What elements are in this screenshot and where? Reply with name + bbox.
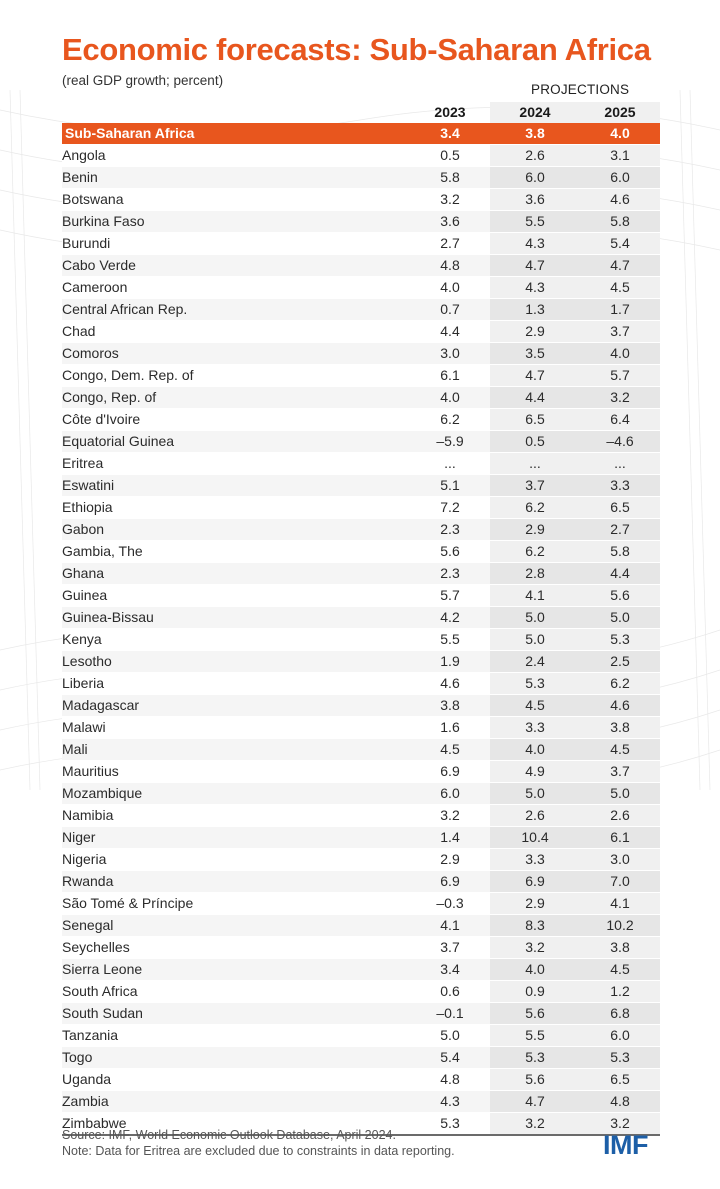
value-2024: 4.5 xyxy=(490,695,580,717)
value-2025: 6.2 xyxy=(580,673,660,695)
table-row xyxy=(62,827,660,849)
value-2024: 2.6 xyxy=(490,805,580,827)
country-name: Mauritius xyxy=(62,761,410,783)
country-name: Eswatini xyxy=(62,475,410,497)
table-row xyxy=(62,871,660,893)
value-2023: 3.7 xyxy=(410,937,490,959)
value-2024: 5.6 xyxy=(490,1003,580,1025)
value-2023: –5.9 xyxy=(410,431,490,453)
value-2025: 6.5 xyxy=(580,1069,660,1091)
value-2025: 4.5 xyxy=(580,277,660,299)
table-row xyxy=(62,233,660,255)
table-row xyxy=(62,673,660,695)
imf-logo: IMF xyxy=(603,1130,648,1160)
table-row xyxy=(62,1047,660,1069)
table-row xyxy=(62,255,660,277)
table-row xyxy=(62,717,660,739)
value-2024: 2.9 xyxy=(490,519,580,541)
value-2024: 6.2 xyxy=(490,497,580,519)
value-2023: 5.0 xyxy=(410,1025,490,1047)
data-note: Note: Data for Eritrea are excluded due to constraints in data reporting. xyxy=(62,1144,455,1158)
value-2024: 5.5 xyxy=(490,1025,580,1047)
value-2024: 4.9 xyxy=(490,761,580,783)
country-name: Cameroon xyxy=(62,277,410,299)
header-row xyxy=(62,102,660,123)
country-name: Ethiopia xyxy=(62,497,410,519)
country-name: Burundi xyxy=(62,233,410,255)
value-2025: 2.5 xyxy=(580,651,660,673)
value-2023: 2.3 xyxy=(410,563,490,585)
value-2023: 5.1 xyxy=(410,475,490,497)
table-row xyxy=(62,849,660,871)
value-2023: 4.0 xyxy=(410,387,490,409)
value-2024: 5.3 xyxy=(490,673,580,695)
country-name: Burkina Faso xyxy=(62,211,410,233)
country-name: Madagascar xyxy=(62,695,410,717)
value-2024: 10.4 xyxy=(490,827,580,849)
value-2024: 5.3 xyxy=(490,1047,580,1069)
value-2023: 4.8 xyxy=(410,1069,490,1091)
country-name: Equatorial Guinea xyxy=(62,431,410,453)
value-2025: 4.6 xyxy=(580,189,660,211)
value-2025: 3.0 xyxy=(580,849,660,871)
value-2024: 3.2 xyxy=(490,937,580,959)
table-row xyxy=(62,629,660,651)
value-2025: 3.8 xyxy=(580,937,660,959)
country-name: Sierra Leone xyxy=(62,959,410,981)
country-name: São Tomé & Príncipe xyxy=(62,893,410,915)
table-row xyxy=(62,167,660,189)
value-2025: 5.3 xyxy=(580,629,660,651)
value-2025: 6.1 xyxy=(580,827,660,849)
value-2025: 3.3 xyxy=(580,475,660,497)
country-name: Ghana xyxy=(62,563,410,585)
table-row xyxy=(62,805,660,827)
value-2023: 1.9 xyxy=(410,651,490,673)
value-2023: 7.2 xyxy=(410,497,490,519)
table-row xyxy=(62,189,660,211)
value-2023: 3.0 xyxy=(410,343,490,365)
value-2024: 4.4 xyxy=(490,387,580,409)
country-name: South Sudan xyxy=(62,1003,410,1025)
country-name: Eritrea xyxy=(62,453,410,475)
country-name: Chad xyxy=(62,321,410,343)
table-row xyxy=(62,365,660,387)
value-2025: 4.5 xyxy=(580,739,660,761)
country-name: Rwanda xyxy=(62,871,410,893)
value-2024: 6.2 xyxy=(490,541,580,563)
country-name: Liberia xyxy=(62,673,410,695)
value-2024: 3.7 xyxy=(490,475,580,497)
country-name: Angola xyxy=(62,145,410,167)
value-2024: 5.0 xyxy=(490,607,580,629)
value-2023: 2.7 xyxy=(410,233,490,255)
value-2024: 2.9 xyxy=(490,893,580,915)
value-2025: 2.7 xyxy=(580,519,660,541)
value-2024: 8.3 xyxy=(490,915,580,937)
table-row xyxy=(62,1091,660,1113)
value-2024: ... xyxy=(490,453,580,475)
country-name: Gabon xyxy=(62,519,410,541)
table-row xyxy=(62,607,660,629)
country-name: Tanzania xyxy=(62,1025,410,1047)
value-2023: 4.4 xyxy=(410,321,490,343)
value-2023: 6.9 xyxy=(410,761,490,783)
table-row xyxy=(62,1003,660,1025)
value-2024: 6.0 xyxy=(490,167,580,189)
value-2024: 4.0 xyxy=(490,739,580,761)
aggregate-row xyxy=(62,123,660,145)
table-row xyxy=(62,761,660,783)
table-row xyxy=(62,1069,660,1091)
value-2024: 2.6 xyxy=(490,145,580,167)
value-2025: 7.0 xyxy=(580,871,660,893)
table-row xyxy=(62,431,660,453)
value-2023: 4.6 xyxy=(410,673,490,695)
value-2025: 3.7 xyxy=(580,321,660,343)
value-2024: 5.5 xyxy=(490,211,580,233)
country-name: Congo, Rep. of xyxy=(62,387,410,409)
value-2024: 1.3 xyxy=(490,299,580,321)
value-2025: 6.4 xyxy=(580,409,660,431)
value-2024: 0.5 xyxy=(490,431,580,453)
table-row xyxy=(62,409,660,431)
value-2023: 5.5 xyxy=(410,629,490,651)
value-2023: 3.2 xyxy=(410,805,490,827)
value-2023: 1.6 xyxy=(410,717,490,739)
country-name: Lesotho xyxy=(62,651,410,673)
aggregate-value-2023: 3.4 xyxy=(410,123,490,145)
value-2023: 3.2 xyxy=(410,189,490,211)
aggregate-value-2025: 4.0 xyxy=(580,123,660,145)
value-2023: 3.8 xyxy=(410,695,490,717)
value-2025: 4.5 xyxy=(580,959,660,981)
column-header-2024: 2024 xyxy=(490,102,580,123)
country-name: South Africa xyxy=(62,981,410,1003)
value-2024: 4.1 xyxy=(490,585,580,607)
value-2023: –0.3 xyxy=(410,893,490,915)
value-2023: 5.6 xyxy=(410,541,490,563)
value-2025: 5.6 xyxy=(580,585,660,607)
table-row xyxy=(62,145,660,167)
chart-subtitle: (real GDP growth; percent) xyxy=(62,73,224,88)
country-name: Mozambique xyxy=(62,783,410,805)
value-2025: 3.7 xyxy=(580,761,660,783)
value-2024: 4.3 xyxy=(490,277,580,299)
country-name: Comoros xyxy=(62,343,410,365)
country-name: Benin xyxy=(62,167,410,189)
country-name: Gambia, The xyxy=(62,541,410,563)
country-name: Nigeria xyxy=(62,849,410,871)
value-2023: 6.9 xyxy=(410,871,490,893)
value-2023: 4.5 xyxy=(410,739,490,761)
country-name: Malawi xyxy=(62,717,410,739)
value-2024: 3.2 xyxy=(490,1113,580,1136)
value-2023: 2.9 xyxy=(410,849,490,871)
table-row xyxy=(62,387,660,409)
value-2025: –4.6 xyxy=(580,431,660,453)
value-2023: 5.7 xyxy=(410,585,490,607)
table-row xyxy=(62,893,660,915)
table-row xyxy=(62,541,660,563)
value-2025: 5.8 xyxy=(580,541,660,563)
value-2023: 0.7 xyxy=(410,299,490,321)
country-name: Namibia xyxy=(62,805,410,827)
source-note: Source: IMF, World Economic Outlook Database, April 2024. xyxy=(62,1128,396,1142)
value-2024: 3.3 xyxy=(490,849,580,871)
value-2023: 4.3 xyxy=(410,1091,490,1113)
table-row xyxy=(62,321,660,343)
value-2025: 6.0 xyxy=(580,167,660,189)
value-2023: –0.1 xyxy=(410,1003,490,1025)
value-2025: 10.2 xyxy=(580,915,660,937)
value-2025: 3.8 xyxy=(580,717,660,739)
value-2023: 1.4 xyxy=(410,827,490,849)
country-name: Togo xyxy=(62,1047,410,1069)
forecast-table xyxy=(62,102,660,1136)
country-name: Cabo Verde xyxy=(62,255,410,277)
value-2023: 0.5 xyxy=(410,145,490,167)
country-name: Mali xyxy=(62,739,410,761)
table-row xyxy=(62,783,660,805)
country-name: Côte d'Ivoire xyxy=(62,409,410,431)
value-2024: 4.7 xyxy=(490,255,580,277)
value-2025: 6.8 xyxy=(580,1003,660,1025)
value-2025: 5.8 xyxy=(580,211,660,233)
country-name: Zambia xyxy=(62,1091,410,1113)
value-2024: 4.0 xyxy=(490,959,580,981)
value-2024: 6.5 xyxy=(490,409,580,431)
country-name: Kenya xyxy=(62,629,410,651)
value-2025: 4.1 xyxy=(580,893,660,915)
country-name: Uganda xyxy=(62,1069,410,1091)
table-row xyxy=(62,695,660,717)
value-2025: 4.4 xyxy=(580,563,660,585)
table-row xyxy=(62,651,660,673)
table-row xyxy=(62,739,660,761)
value-2025: 5.0 xyxy=(580,607,660,629)
table-row xyxy=(62,453,660,475)
value-2025: 4.8 xyxy=(580,1091,660,1113)
value-2025: 3.2 xyxy=(580,387,660,409)
country-name: Botswana xyxy=(62,189,410,211)
value-2024: 4.7 xyxy=(490,1091,580,1113)
value-2024: 2.4 xyxy=(490,651,580,673)
country-name: Seychelles xyxy=(62,937,410,959)
value-2024: 5.0 xyxy=(490,783,580,805)
table-row xyxy=(62,937,660,959)
value-2025: 5.0 xyxy=(580,783,660,805)
value-2024: 4.7 xyxy=(490,365,580,387)
value-2024: 3.5 xyxy=(490,343,580,365)
aggregate-value-2024: 3.8 xyxy=(490,123,580,145)
table-row xyxy=(62,299,660,321)
value-2023: 2.3 xyxy=(410,519,490,541)
table-row xyxy=(62,959,660,981)
table-row xyxy=(62,475,660,497)
chart-title: Economic forecasts: Sub-Saharan Africa xyxy=(62,32,651,67)
value-2025: 5.4 xyxy=(580,233,660,255)
country-name: Guinea-Bissau xyxy=(62,607,410,629)
projections-label: PROJECTIONS xyxy=(531,82,630,97)
value-2024: 3.3 xyxy=(490,717,580,739)
value-2023: 4.2 xyxy=(410,607,490,629)
value-2023: 5.3 xyxy=(410,1113,490,1136)
country-name: Central African Rep. xyxy=(62,299,410,321)
country-name: Congo, Dem. Rep. of xyxy=(62,365,410,387)
table-row xyxy=(62,519,660,541)
country-name: Niger xyxy=(62,827,410,849)
value-2025: ... xyxy=(580,453,660,475)
value-2025: 5.7 xyxy=(580,365,660,387)
value-2024: 2.9 xyxy=(490,321,580,343)
value-2025: 1.2 xyxy=(580,981,660,1003)
value-2023: 3.4 xyxy=(410,959,490,981)
footer xyxy=(62,1127,455,1159)
country-name: Zimbabwe xyxy=(62,1113,410,1136)
value-2023: 4.8 xyxy=(410,255,490,277)
country-column-header xyxy=(62,102,410,123)
table-row xyxy=(62,211,660,233)
value-2025: 4.6 xyxy=(580,695,660,717)
value-2025: 5.3 xyxy=(580,1047,660,1069)
value-2024: 0.9 xyxy=(490,981,580,1003)
value-2025: 6.0 xyxy=(580,1025,660,1047)
value-2025: 4.0 xyxy=(580,343,660,365)
aggregate-name: Sub-Saharan Africa xyxy=(62,123,410,145)
value-2025: 2.6 xyxy=(580,805,660,827)
value-2023: 5.8 xyxy=(410,167,490,189)
value-2023: 5.4 xyxy=(410,1047,490,1069)
value-2023: 4.1 xyxy=(410,915,490,937)
country-name: Senegal xyxy=(62,915,410,937)
value-2023: ... xyxy=(410,453,490,475)
value-2023: 0.6 xyxy=(410,981,490,1003)
value-2023: 6.1 xyxy=(410,365,490,387)
value-2023: 3.6 xyxy=(410,211,490,233)
value-2025: 3.1 xyxy=(580,145,660,167)
table-row xyxy=(62,585,660,607)
value-2023: 4.0 xyxy=(410,277,490,299)
table-row xyxy=(62,343,660,365)
value-2025: 3.2 xyxy=(580,1113,660,1136)
country-name: Guinea xyxy=(62,585,410,607)
value-2025: 4.7 xyxy=(580,255,660,277)
column-header-2023: 2023 xyxy=(434,104,466,121)
value-2024: 5.0 xyxy=(490,629,580,651)
value-2024: 6.9 xyxy=(490,871,580,893)
value-2023: 6.2 xyxy=(410,409,490,431)
value-2025: 6.5 xyxy=(580,497,660,519)
column-header-2025: 2025 xyxy=(580,102,660,123)
value-2023: 6.0 xyxy=(410,783,490,805)
value-2024: 5.6 xyxy=(490,1069,580,1091)
table-row xyxy=(62,277,660,299)
value-2025: 1.7 xyxy=(580,299,660,321)
table-row xyxy=(62,981,660,1003)
table-row xyxy=(62,497,660,519)
table-row xyxy=(62,563,660,585)
table-row xyxy=(62,1025,660,1047)
value-2024: 3.6 xyxy=(490,189,580,211)
table-row xyxy=(62,915,660,937)
value-2024: 4.3 xyxy=(490,233,580,255)
value-2024: 2.8 xyxy=(490,563,580,585)
